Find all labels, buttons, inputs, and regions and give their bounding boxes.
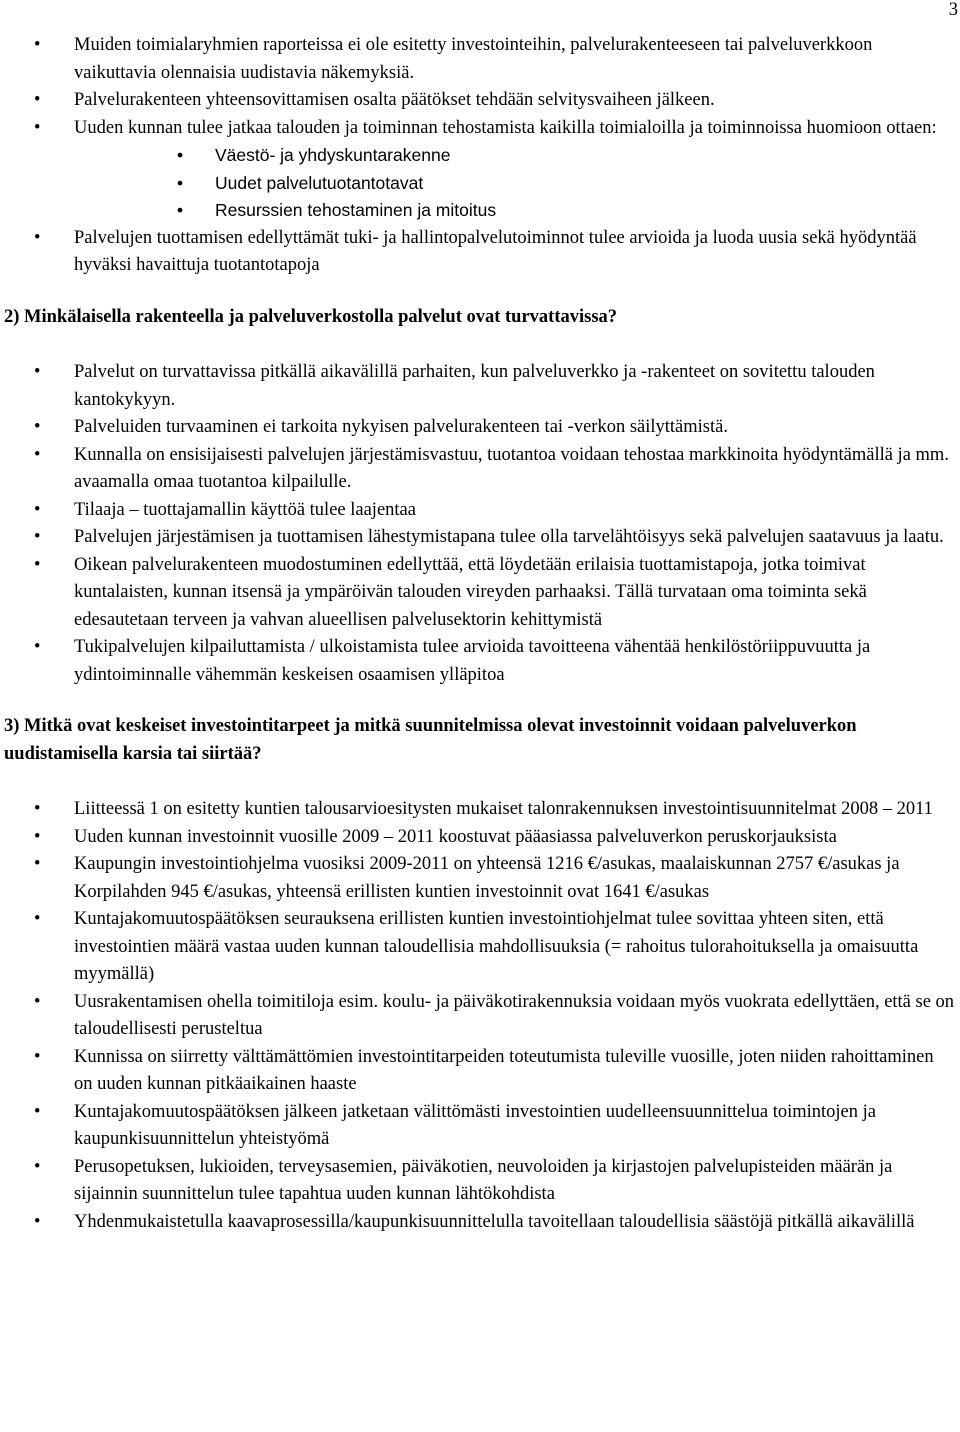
list-item: • Palvelurakenteen yhteensovittamisen osalta päätökset tehdään selvitysvaiheen jälkeen. [0, 87, 956, 115]
list-item: • Muiden toimialaryhmien raporteissa ei ole esitetty investointeihin, palvelurakenteeseen tai palveluverkkoon vaikuttavia olennaisia uudistavia näkemyksiä. [0, 32, 956, 87]
section2-heading: 2) Minkälaisella rakenteella ja palveluverkostolla palvelut ovat turvattavissa? [4, 306, 618, 327]
section1-sublist [0, 142, 956, 225]
list-item: • Kuntajakomuutospäätöksen jälkeen jatketaan välittömästi investointien uudelleensuunnittelua toimintojen ja kaupunkisuunnittelun yhteistyömä [0, 1099, 956, 1154]
list-item: • Liitteessä 1 on esitetty kuntien talousarvioesitysten mukaiset talonrakennuksen investointisuunnitelmat 2008 – 2011 [0, 796, 956, 824]
list-item: • Kunnissa on siirretty välttämättömien investointitarpeiden toteutumista tuleville vuosille, joten niiden rahoittaminen on uuden kunnan pitkäaikainen haaste [0, 1044, 956, 1099]
section1-list-continued [0, 225, 956, 280]
list-item: • Perusopetuksen, lukioiden, terveysasemien, päiväkotien, neuvoloiden ja kirjastojen palvelupisteiden määrän ja sijainnin suunnittelun tulee tapahtua uuden kunnan lähtökohdista [0, 1154, 956, 1209]
section2-list [0, 359, 956, 689]
spacer [0, 280, 956, 304]
list-item: • Uuden kunnan tulee jatkaa talouden ja toiminnan tehostamista kaikilla toimialoilla ja toiminnoissa huomioon ottaen: [0, 115, 956, 143]
list-item: • Tilaaja – tuottajamallin käyttöä tulee laajentaa [0, 497, 956, 525]
document-page [0, 32, 956, 1236]
sub-list-item: • Uudet palvelutuotantotavat [0, 170, 956, 198]
section3-heading: 3) Mitkä ovat keskeiset investointitarpeet ja mitkä suunnitelmissa olevat investoinnit voidaan palveluverkon uudistamisella karsia tai siirtää? [4, 716, 857, 764]
spacer [0, 768, 956, 796]
page-number: 3 [948, 0, 958, 20]
section1-list [0, 32, 956, 142]
spacer [0, 689, 956, 713]
list-item: • Kaupungin investointiohjelma vuosiksi 2009-2011 on yhteensä 1216 €/asukas, maalaiskunnan 2757 €/asukas ja Korpilahden 945 €/asukas, yhteensä erillisten kuntien investoinnit ovat 1641 €/asukas [0, 851, 956, 906]
sub-list-item: • Väestö- ja yhdyskuntarakenne [0, 142, 956, 170]
list-item: • Palvelut on turvattavissa pitkällä aikavälillä parhaiten, kun palveluverkko ja -rakenteet on sovitettu talouden kantokykyyn. [0, 359, 956, 414]
list-item: • Oikean palvelurakenteen muodostuminen edellyttää, että löydetään erilaisia tuottamistapoja, jotka toimivat kuntalaisten, kunnan itsensä ja ympäröivän talouden vireyden parhaaksi. Tällä turvataan oma toiminta sekä edesautetaan terveen ja vahvan alueellisen palvelusektorin kehittymistä [0, 552, 956, 635]
spacer [0, 331, 956, 359]
list-item: • Kuntajakomuutospäätöksen seurauksena erillisten kuntien investointiohjelmat tulee sovittaa yhteen siten, että investointien määrä vastaa uuden kunnan taloudellisia mahdollisuuksia (= rahoitus tulorahoituksella ja omaisuutta myymällä) [0, 906, 956, 989]
list-item: • Tukipalvelujen kilpailuttamista / ulkoistamista tulee arvioida tavoitteena vähentää henkilöstöriippuvuutta ja ydintoiminnalle vähemmän keskeisen osaamisen ylläpitoa [0, 634, 956, 689]
sub-list-item: • Resurssien tehostaminen ja mitoitus [0, 197, 956, 225]
section3-list [0, 796, 956, 1236]
list-item: • Palvelujen tuottamisen edellyttämät tuki- ja hallintopalvelutoiminnot tulee arvioida ja luoda uusia sekä hyödyntää hyväksi havaittuja tuotantotapoja [0, 225, 956, 280]
list-item: • Palvelujen järjestämisen ja tuottamisen lähestymistapana tulee olla tarvelähtöisyys sekä palvelujen saatavuus ja laatu. [0, 524, 956, 552]
list-item: • Uusrakentamisen ohella toimitiloja esim. koulu- ja päiväkotirakennuksia voidaan myös vuokrata edellyttäen, että se on taloudellisesti perusteltua [0, 989, 956, 1044]
list-item: • Uuden kunnan investoinnit vuosille 2009 – 2011 koostuvat pääasiassa palveluverkon peruskorjauksista [0, 824, 956, 852]
list-item: • Yhdenmukaistetulla kaavaprosessilla/kaupunkisuunnittelulla tavoitellaan taloudellisia säästöjä pitkällä aikavälillä [0, 1209, 956, 1237]
list-item: • Palveluiden turvaaminen ei tarkoita nykyisen palvelurakenteen tai -verkon säilyttämistä. [0, 414, 956, 442]
list-item: • Kunnalla on ensisijaisesti palvelujen järjestämisvastuu, tuotantoa voidaan tehostaa markkinoita hyödyntämällä ja mm. avaamalla omaa tuotantoa kilpailulle. [0, 442, 956, 497]
